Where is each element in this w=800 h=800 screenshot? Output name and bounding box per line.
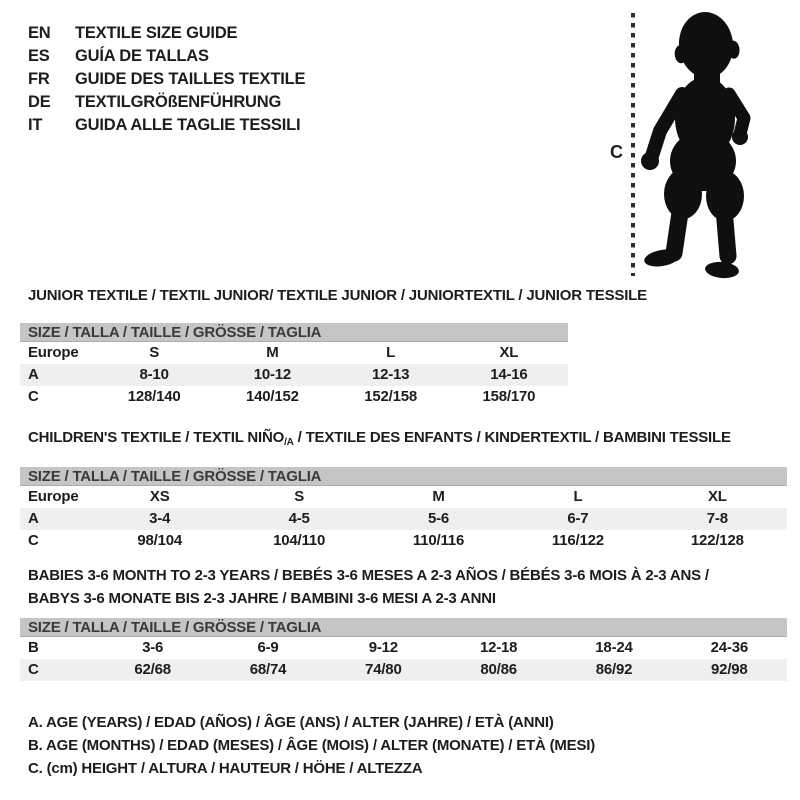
table-row: [20, 530, 787, 552]
table-cell: 8-10: [139, 366, 169, 383]
table-cell: 12-13: [371, 366, 410, 383]
table-row: [20, 342, 568, 364]
toddler-figure: [600, 6, 790, 284]
title-subscript: /A: [284, 437, 294, 448]
table-cell: XL: [707, 488, 727, 505]
babies-size-table: [20, 618, 787, 681]
table-cell: XS: [149, 488, 170, 505]
language-title: GUÍA DE TALLAS: [75, 47, 209, 65]
table-cell: 128/140: [127, 388, 181, 405]
legend-line-c: C. (cm) HEIGHT / ALTURA / HAUTEUR / HÖHE / ALTEZZA: [28, 760, 423, 777]
language-code: ES: [28, 47, 50, 65]
row-label: C: [28, 532, 39, 549]
language-row: [28, 91, 305, 114]
table-cell: 116/122: [551, 532, 604, 549]
row-label: C: [28, 388, 39, 405]
language-title: TEXTILGRÖßENFÜHRUNG: [75, 93, 282, 111]
table-cell: 122/128: [690, 532, 744, 549]
language-title: GUIDA ALLE TAGLIE TESSILI: [75, 116, 301, 134]
table-rows: [20, 486, 787, 552]
title-line-1: BABIES 3-6 MONTH TO 2-3 YEARS / BEBÉS 3-6 MESES A 2-3 AÑOS / BÉBÉS 3-6 MOIS À 2-3 ANS /: [28, 567, 709, 584]
section-babies-textile: [20, 564, 787, 681]
table-cell: 80/86: [480, 661, 517, 678]
table-row: [20, 659, 787, 681]
size-header-bar: SIZE / TALLA / TAILLE / GRÖSSE / TAGLIA: [20, 323, 568, 342]
language-title-list: [28, 22, 305, 137]
table-cell: 6-9: [257, 639, 279, 656]
legend-line-a: A. AGE (YEARS) / EDAD (AÑOS) / ÂGE (ANS) / ALTER (JAHRE) / ETÀ (ANNI): [28, 714, 554, 731]
table-cell: 152/158: [364, 388, 418, 405]
table-cell: M: [266, 344, 279, 361]
section-title: JUNIOR TEXTILE / TEXTIL JUNIOR/ TEXTILE JUNIOR / JUNIORTEXTIL / JUNIOR TESSILE: [28, 287, 647, 304]
table-rows: [20, 637, 787, 681]
size-header-bar: SIZE / TALLA / TAILLE / GRÖSSE / TAGLIA: [20, 467, 787, 486]
legend-line-b: B. AGE (MONTHS) / EDAD (MESES) / ÂGE (MOIS) / ALTER (MONATE) / ETÀ (MESI): [28, 737, 596, 754]
size-header-bar: SIZE / TALLA / TAILLE / GRÖSSE / TAGLIA: [20, 618, 787, 637]
table-cell: 98/104: [137, 532, 183, 549]
table-cell: 140/152: [245, 388, 299, 405]
table-cell: M: [432, 488, 445, 505]
table-cell: 9-12: [368, 639, 398, 656]
language-title: TEXTILE SIZE GUIDE: [75, 24, 238, 42]
language-row: [28, 68, 305, 91]
row-label: B: [28, 639, 39, 656]
section-title: [28, 564, 787, 610]
row-label: Europe: [28, 488, 79, 505]
table-cell: 104/110: [273, 532, 326, 549]
section-title: [28, 429, 787, 452]
table-cell: 158/170: [482, 388, 536, 405]
table-cell: 3-6: [142, 639, 164, 656]
table-row: [20, 364, 568, 386]
section-children-textile: [20, 429, 787, 552]
table-cell: S: [149, 344, 160, 361]
table-cell: 6-7: [567, 510, 589, 527]
table-cell: L: [386, 344, 396, 361]
table-cell: 7-8: [706, 510, 728, 527]
language-title: GUIDE DES TAILLES TEXTILE: [75, 70, 306, 88]
table-cell: 5-6: [427, 510, 450, 527]
section-junior-textile: [20, 287, 647, 408]
table-cell: 3-4: [149, 510, 171, 527]
table-row: [20, 637, 787, 659]
row-label: C: [28, 661, 39, 678]
row-label: A: [28, 510, 39, 527]
row-label: Europe: [28, 344, 79, 361]
table-cell: L: [573, 488, 583, 505]
language-code: DE: [28, 93, 51, 111]
table-cell: 86/92: [595, 661, 633, 678]
table-cell: 24-36: [710, 639, 748, 656]
table-cell: S: [294, 488, 305, 505]
table-row: [20, 386, 568, 408]
row-label: A: [28, 366, 39, 383]
table-cell: 14-16: [490, 366, 528, 383]
children-size-table: [20, 467, 787, 552]
language-row: [28, 114, 305, 137]
language-row: [28, 22, 305, 45]
table-cell: 92/98: [711, 661, 748, 678]
table-cell: 4-5: [288, 510, 310, 527]
title-text: / TEXTILE DES ENFANTS / KINDERTEXTIL / BAMBINI TESSILE: [293, 429, 731, 446]
table-cell: 110/116: [412, 532, 465, 549]
title-line-2: BABYS 3-6 MONATE BIS 2-3 JAHRE / BAMBINI 3-6 MESI A 2-3 ANNI: [28, 590, 496, 607]
title-text: CHILDREN'S TEXTILE / TEXTIL NIÑO: [28, 429, 285, 446]
language-code: EN: [28, 24, 51, 42]
table-rows: [20, 342, 568, 408]
measurement-legend: [28, 711, 595, 780]
table-cell: 62/68: [134, 661, 171, 678]
language-row: [28, 45, 305, 68]
table-cell: 10-12: [253, 366, 292, 383]
table-cell: 18-24: [595, 639, 633, 656]
table-row: [20, 486, 787, 508]
language-code: IT: [28, 116, 43, 134]
table-cell: 68/74: [249, 661, 287, 678]
table-cell: XL: [499, 344, 519, 361]
toddler-silhouette: [641, 9, 748, 279]
table-cell: 74/80: [365, 661, 402, 678]
language-code: FR: [28, 70, 50, 88]
table-row: [20, 508, 787, 530]
table-cell: 12-18: [479, 639, 518, 656]
junior-size-table: [20, 323, 568, 408]
measure-c-label: C: [610, 142, 623, 162]
